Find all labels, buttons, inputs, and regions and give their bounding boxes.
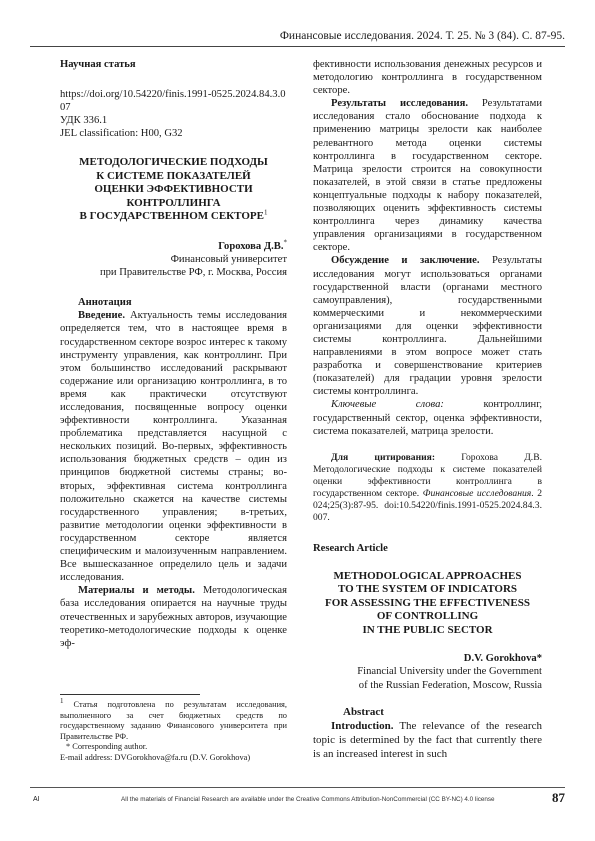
footer-left-mark: AI: [33, 796, 40, 803]
en-title-line: TO THE SYSTEM OF INDICATORS: [337, 583, 518, 596]
footer-rule: [30, 787, 565, 788]
citation-label: Для цитирования:: [331, 451, 436, 463]
doi-link[interactable]: https://doi.org/10.54220/finis.1991-0525.2024.84.3.007: [60, 89, 286, 114]
ru-author: [60, 240, 287, 253]
ru-results-label: Результаты исследования.: [331, 98, 468, 110]
article-type-label: Научная статья: [60, 59, 136, 70]
footnote-ref[interactable]: 1: [263, 208, 268, 217]
ru-affiliation-line-1: Финансовый университет: [170, 254, 287, 266]
ru-author-name: Горохова Д.В.: [218, 240, 284, 252]
corresponding-author-note: * Corresponding author.: [66, 742, 148, 752]
ru-discussion-label: Обсуждение и заключение.: [331, 255, 480, 267]
email-address[interactable]: E-mail address: DVGorokhova@fa.ru (D.V. Gorokhova): [60, 752, 251, 762]
header-rule: [30, 46, 565, 47]
en-intro-text: The relevance of the research topic is determined by the fact that currently there is an increased interest in such: [313, 719, 542, 760]
citation-text: Горохова Д.В. Методологические подходы к системе показателей оценки эффективности контроллинга в государственном секторе.: [313, 451, 543, 499]
footnotes: [60, 697, 288, 764]
jel-classification: JEL classification: H00, G32: [60, 128, 183, 140]
ru-methods-label: Материалы и методы.: [78, 585, 195, 597]
ru-methods-continued: фективности использования денежных ресурсов и методологию контроллинга в государственном секторе.: [313, 59, 542, 97]
footnote-1-text: Статья подготовлена по результатам исследования, выполненного за счет бюджетных средств по государственному заданию Финансового университета при Правительстве РФ.: [60, 700, 288, 741]
left-column: [60, 58, 287, 650]
udk-code: УДК 336.1: [60, 115, 108, 127]
ru-title-line-last: [60, 210, 287, 224]
en-title-line: METHODOLOGICAL APPROACHES: [333, 569, 522, 582]
ru-results-text: Результатами исследования стало обоснование подхода к применению матрицы зрелости как наиболее релевантного метода оценки системы контроллинга в государственном секторе. Матрица зрелости строится на совокупности показателей, в этой связи в статье предложены концептуальные подходы к набору показателей, позволяющих оценить эффективность системы контроллинга через динамику качества управления организациями в государственном секторе.: [313, 98, 542, 254]
en-affiliation-line-2: of the Russian Federation, Moscow, Russia: [358, 679, 542, 691]
running-head: Финансовые исследования. 2024. Т. 25. № 3 (84). С. 87-95.: [279, 30, 565, 42]
en-title: [313, 570, 542, 638]
article-identifiers: [60, 88, 287, 140]
ru-abstract-heading: Аннотация: [78, 297, 132, 309]
ru-methods-text: Методологическая база исследования опирается на научные труды отечественных и зарубежных авторов, изучающие теоретико-методологические подходы к оценке эф-: [60, 585, 287, 649]
footnote-rule: [60, 694, 200, 695]
en-title-line: FOR ASSESSING THE EFFECTIVENESS: [325, 596, 530, 609]
ru-keywords: [313, 398, 542, 437]
ru-title-line: В ГОСУДАРСТВЕННОМ СЕКТОРЕ: [79, 210, 264, 223]
ru-discussion-text: Результаты исследования могут использоваться органами государственной власти (органами местного самоуправления), государственными коммерческими и некоммерческими организациями для оценки эффективности системы контроллинга. Дальнейшими направлениями в этом вопросе может стать разработка и совершенствование критериев (показателей) для градации уровня зрелости системы контроллинга.: [313, 255, 542, 398]
ru-results-paragraph: [313, 97, 542, 254]
ru-affiliation-line-2: при Правительстве РФ, г. Москва, Россия: [99, 267, 287, 279]
ru-discussion-paragraph: [313, 254, 542, 398]
ru-intro-text: Актуальность темы исследования определяется тем, что в настоящее время в государственном секторе возрос интерес к такому инструменту управления, как контроллинг. При этом большинство исследований раскрывают содержание или организацию контроллинга, в то время как практически отсутствуют исследования, посвященные вопросу оценки эффективности контроллинга. Указанная проблематика представляется насущной с нескольких позиций. Во-первых, эффективность использования бюджетных средств – один из принципов бюджетной системы страны; во-вторых, эффективная система контроллинга положительно скажется на качестве системы государственного управления; в-третьих, развитие методологии оценки эффективности в государственном секторе является специфическим и малоизученным направлением. Все вышесказанное определило цель и задачи исследования.: [60, 310, 287, 584]
ru-title-line: К СИСТЕМЕ ПОКАЗАТЕЛЕЙ: [96, 169, 251, 182]
citation-tail: . 2024;25(3):87-95. doi:10.54220/finis.1991-0525.2024.84.3.007.: [313, 487, 543, 523]
en-title-line: IN THE PUBLIC SECTOR: [362, 623, 493, 636]
ru-title-line: КОНТРОЛЛИНГА: [126, 196, 221, 209]
footnote-mark: 1: [60, 697, 64, 706]
en-intro-label: Introduction.: [331, 719, 394, 732]
ru-keywords-text: контроллинг, государственный сектор, оценка эффективности, система показателей, матрица зрелости.: [313, 399, 542, 437]
page-number: 87: [552, 790, 565, 805]
en-abstract-heading: Abstract: [343, 705, 384, 718]
corresponding-mark: *: [283, 238, 287, 247]
ru-title-line: МЕТОДОЛОГИЧЕСКИЕ ПОДХОДЫ: [79, 156, 268, 169]
right-column: [313, 58, 542, 761]
en-article-type-label: Research Article: [313, 542, 388, 554]
en-intro-paragraph: [313, 719, 542, 761]
ru-title: [60, 156, 287, 224]
ru-keywords-label: Ключевые слова:: [331, 399, 444, 411]
ru-intro-paragraph: [60, 309, 287, 584]
license-notice: All the materials of Financial Research are available under the Creative Commons Attribution-NonCommercial (CC BY-NC) 4.0 license: [121, 796, 495, 803]
ru-methods-paragraph: [60, 584, 287, 649]
ru-intro-label: Введение.: [78, 310, 125, 322]
en-affiliation-line-1: Financial University under the Government: [357, 666, 542, 678]
citation-journal: Финансовые исследования: [422, 487, 532, 499]
en-author: D.V. Gorokhova*: [463, 653, 542, 665]
en-title-line: OF CONTROLLING: [376, 610, 479, 623]
ru-title-line: ОЦЕНКИ ЭФФЕКТИВНОСТИ: [94, 183, 253, 196]
citation: [313, 452, 542, 524]
